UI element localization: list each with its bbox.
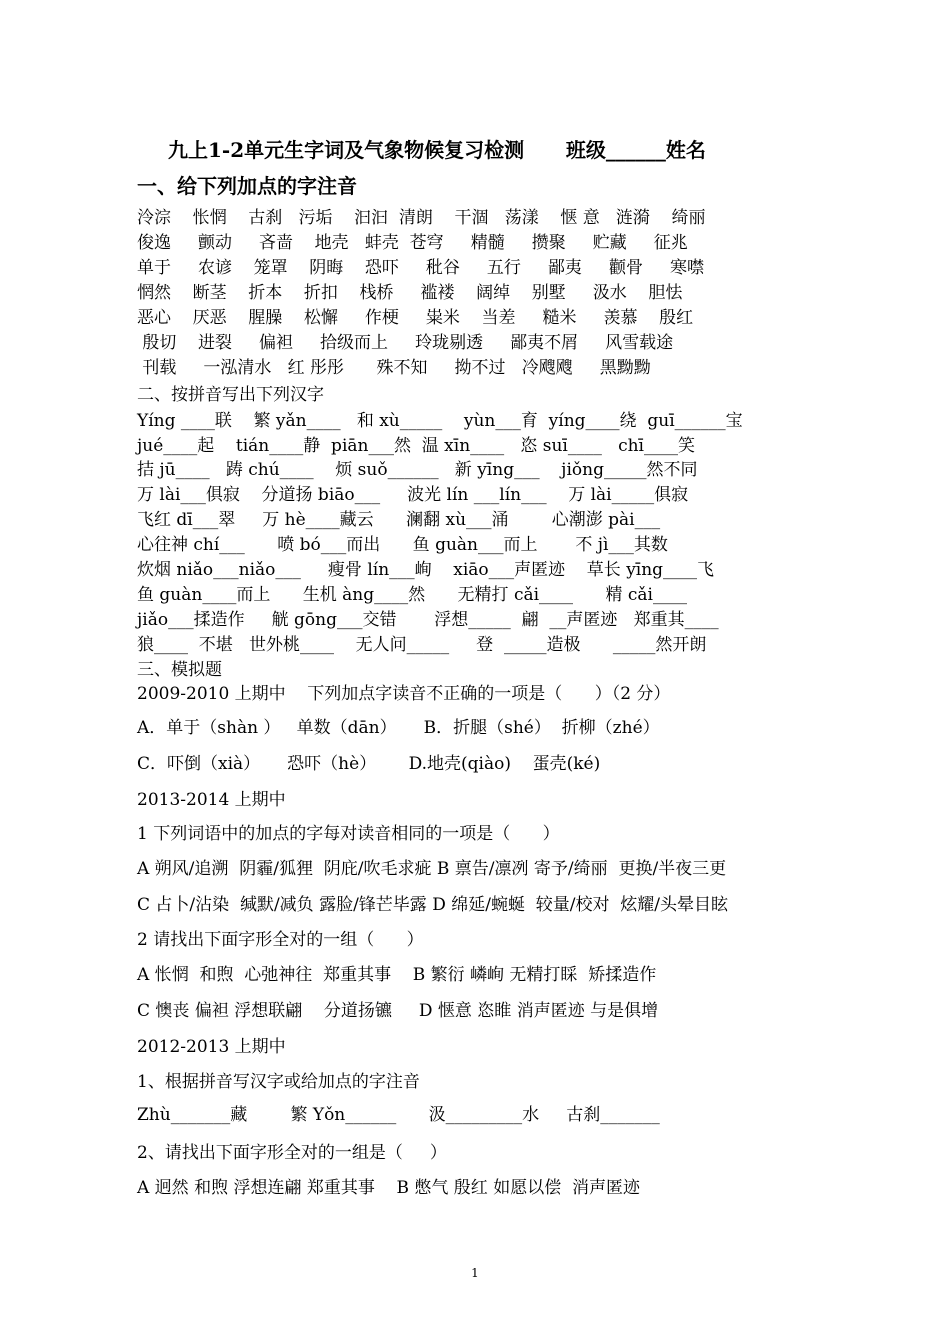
- exam1-header: 2009-2010 上期中 下列加点字读音不正确的一项是（ ）（2 分）: [137, 684, 671, 704]
- section1-line: 单于 农谚 笼罩 阴晦 恐吓 秕谷 五行 鄙夷 颧骨 寒噤: [137, 258, 704, 278]
- document-title: 九上1-2单元生字词及气象物候复习检测 班级______姓名: [168, 138, 706, 162]
- exam3-question-1: 1、根据拼音写汉字或给加点的字注音: [137, 1072, 420, 1092]
- exam2-q2-options-cd: C 懊丧 偏袒 浮想联翩 分道扬镳 D 惬意 恣睢 消声匿迹 与是俱增: [137, 1001, 659, 1021]
- section2-line: 心往神 chí___ 喷 bó___而出 鱼 guàn___而上 不 jì___其数: [137, 535, 668, 555]
- section1-line: 刊载 一泓清水 红 彤彤 殊不知 拗不过 冷飕飕 黑黝黝: [137, 358, 651, 378]
- exam1-options-ab: A．单于（shàn ） 单数（dān） B．折腿（shé） 折柳（zhé）: [137, 718, 660, 738]
- section2-line: jiǎo___揉造作 觥 gōng___交错 浮想_____ 翩 __声匿迹 郑重其____: [137, 610, 719, 630]
- exam3-question-2: 2、请找出下面字形全对的一组是（ ）: [137, 1143, 447, 1163]
- exam3-q2-options-ab: A 迥然 和煦 浮想连翩 郑重其事 B 憋气 殷红 如愿以偿 消声匿迹: [137, 1178, 641, 1198]
- section2-line: jué____起 tián____静 piān___然 温 xīn____ 恣 suī____ chī____笑: [137, 436, 695, 456]
- exam2-question-2: 2 请找出下面字形全对的一组（ ）: [137, 930, 424, 950]
- section2-line: 鱼 guàn____而上 生机 àng____然 无精打 cǎi____ 精 cǎi____: [137, 585, 687, 605]
- section2-line: 飞红 dī___翠 万 hè____藏云 澜翻 xù___涌 心潮澎 pài___: [137, 510, 661, 530]
- section2-line: 炊烟 niǎo___niǎo___ 瘦骨 lín___峋 xiāo___声匿迹 草长 yīng____飞: [137, 560, 715, 580]
- section2-line: 万 lài___俱寂 分道扬 biāo___ 波光 lín ___lín___ 万 lài_____俱寂: [137, 485, 689, 505]
- section1-line: 殷切 进裂 偏袒 拾级而上 玲珑剔透 鄙夷不屑 风雪载途: [137, 333, 674, 353]
- exam2-question-1: 1 下列词语中的加点的字每对读音相同的一项是（ ）: [137, 824, 560, 844]
- section2-heading: 二、按拼音写出下列汉字: [137, 385, 324, 405]
- section1-line: 恶心 厌恶 腥臊 松懈 作梗 粜米 当差 糙米 羡慕 殷红: [137, 308, 694, 328]
- section2-line: 拮 jū____ 踌 chú____ 烦 suǒ______ 新 yīng___ jiǒng_____然不同: [137, 460, 698, 480]
- section1-line: 惘然 断茎 折本 折扣 栈桥 褴褛 阔绰 别墅 汲水 胆怯: [137, 283, 683, 303]
- section1-line: 俊逸 颤动 吝啬 地壳 蚌壳 苍穹 精髓 攒聚 贮藏 征兆: [137, 233, 688, 253]
- section1-line: 泠淙 怅惘 古刹 污垢 汩汩 清朗 干涸 荡漾 惬 意 涟漪 绮丽: [137, 208, 706, 228]
- exam3-q1-line: Zhù_______藏 繁 Yǒn______ 汲_________水 古刹_______: [137, 1105, 660, 1125]
- exam2-q1-options-cd: C 占卜/沾染 缄默/减负 露脸/锋芒毕露 D 绵延/蜿蜒 较量/校对 炫耀/头晕目眩: [137, 895, 729, 915]
- exam1-options-cd: C．吓倒（xià） 恐吓（hè） D.地壳(qiào) 蛋壳(ké): [137, 754, 601, 774]
- exam2-q1-options-ab: A 朔风/追溯 阴霾/狐狸 阴庇/吹毛求疵 B 禀告/凛冽 寄予/绮丽 更换/半夜三更: [137, 859, 727, 879]
- exam3-header: 2012-2013 上期中: [137, 1037, 286, 1057]
- section1-heading: 一、给下列加点的字注音: [137, 174, 357, 198]
- exam2-q2-options-ab: A 怅惘 和煦 心弛神往 郑重其事 B 繁衍 嶙峋 无精打睬 矫揉造作: [137, 965, 657, 985]
- page-number: 1: [471, 1266, 479, 1280]
- section2-line: Yíng ____联 繁 yǎn____ 和 xù_____ yùn___育 yíng____绕 guī______宝: [137, 411, 743, 431]
- section2-line: 狼____ 不堪 世外桃____ 无人问_____ 登 _____造极 _____然开朗: [137, 635, 707, 655]
- section3-heading: 三、模拟题: [137, 660, 222, 680]
- exam2-header: 2013-2014 上期中: [137, 790, 286, 810]
